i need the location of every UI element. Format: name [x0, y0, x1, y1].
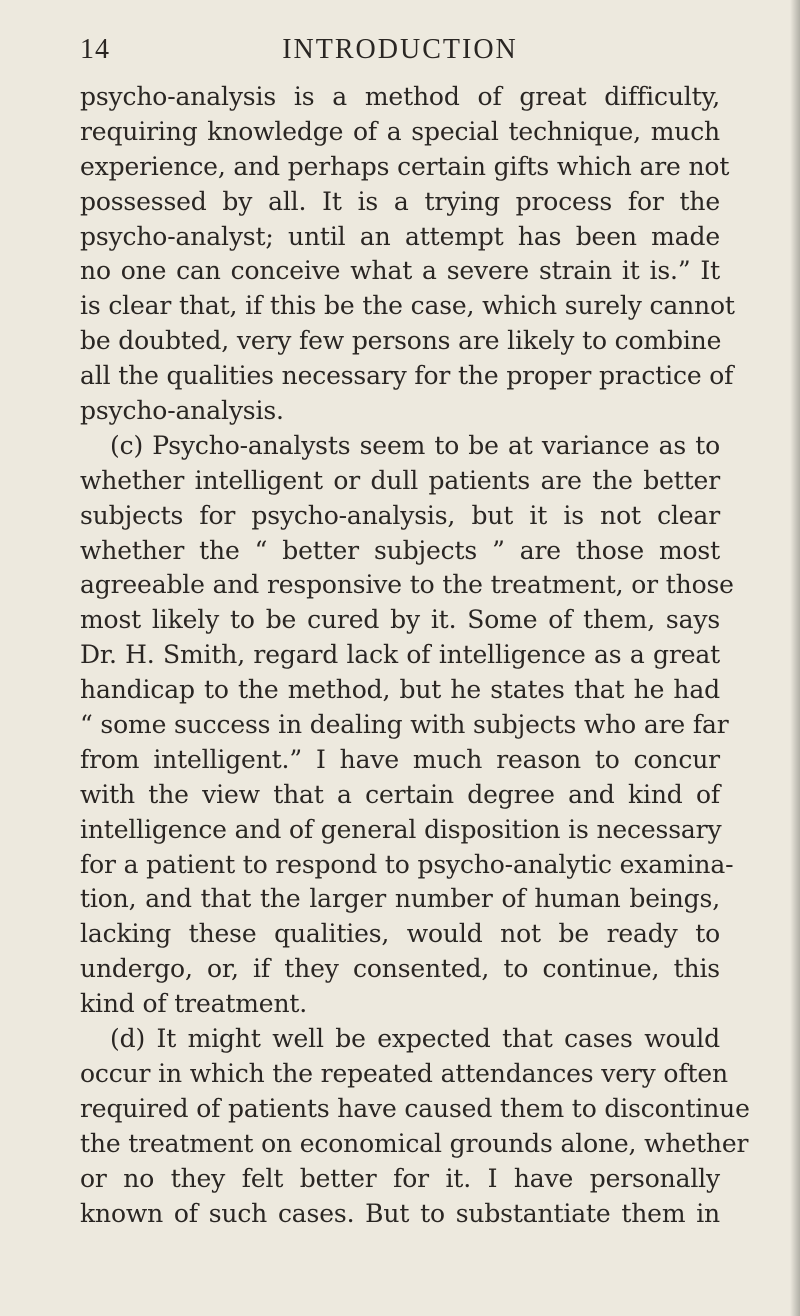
text-line: (d) It might well be expected that cases would [110, 1024, 720, 1054]
text-line: tion, and that the larger number of human beings, [80, 884, 720, 914]
text-line: subjects for psycho-analysis, but it is not clear [80, 500, 720, 530]
text-line: agreeable and responsive to the treatment, or those [80, 570, 734, 600]
text-line: handicap to the method, but he states that he had [80, 675, 720, 705]
text-line: occur in which the repeated attendances very often [80, 1058, 728, 1088]
text-line: possessed by all. It is a trying process for the [80, 186, 720, 216]
text-line: whether the “ better subjects ” are those most [80, 535, 720, 565]
text-line: experience, and perhaps certain gifts which are not [80, 151, 730, 181]
text-line: is clear that, if this be the case, which surely cannot [80, 291, 735, 321]
text-line: “ some success in dealing with subjects who are far [80, 710, 729, 740]
text-line: no one can conceive what a severe strain it is.” It [80, 256, 720, 286]
text-line: requiring knowledge of a special technique, much [80, 116, 720, 146]
text-line: whether intelligent or dull patients are the better [80, 465, 720, 495]
text-line: psycho-analyst; until an attempt has been made [80, 221, 720, 251]
running-head [80, 34, 720, 74]
text-line: (c) Psycho-analysts seem to be at variance as to [110, 430, 720, 460]
text-line: lacking these qualities, would not be ready to [80, 919, 720, 949]
text-line: from intelligent.” I have much reason to concur [80, 744, 720, 774]
text-line: Dr. H. Smith, regard lack of intelligence as a great [80, 640, 720, 670]
text-line: psycho-analysis is a method of great difficulty, [80, 82, 720, 111]
text-line: for a patient to respond to psycho-analytic examina- [80, 849, 734, 879]
text-line: all the qualities necessary for the proper practice of [80, 361, 734, 391]
text-line: kind of treatment. [80, 989, 308, 1019]
text-line: required of patients have caused them to discontinue [80, 1093, 750, 1123]
text-line: psycho-analysis. [80, 396, 284, 426]
text-line: or no they felt better for it. I have personally [80, 1163, 720, 1193]
text-line: with the view that a certain degree and kind of [80, 779, 720, 809]
page-edge-shadow [790, 0, 800, 1316]
text-line: intelligence and of general disposition is necessary [80, 814, 722, 844]
section-title: INTRODUCTION [282, 34, 518, 65]
text-line: the treatment on economical grounds alone, whether [80, 1128, 749, 1158]
text-line: known of such cases. But to substantiate them in [80, 1198, 720, 1228]
page-number: 14 [80, 34, 110, 65]
body-text [80, 80, 750, 1231]
text-line: undergo, or, if they consented, to continue, this [80, 954, 720, 984]
text-line: be doubted, very few persons are likely to combine [80, 326, 722, 356]
text-line: most likely to be cured by it. Some of them, says [80, 605, 720, 635]
